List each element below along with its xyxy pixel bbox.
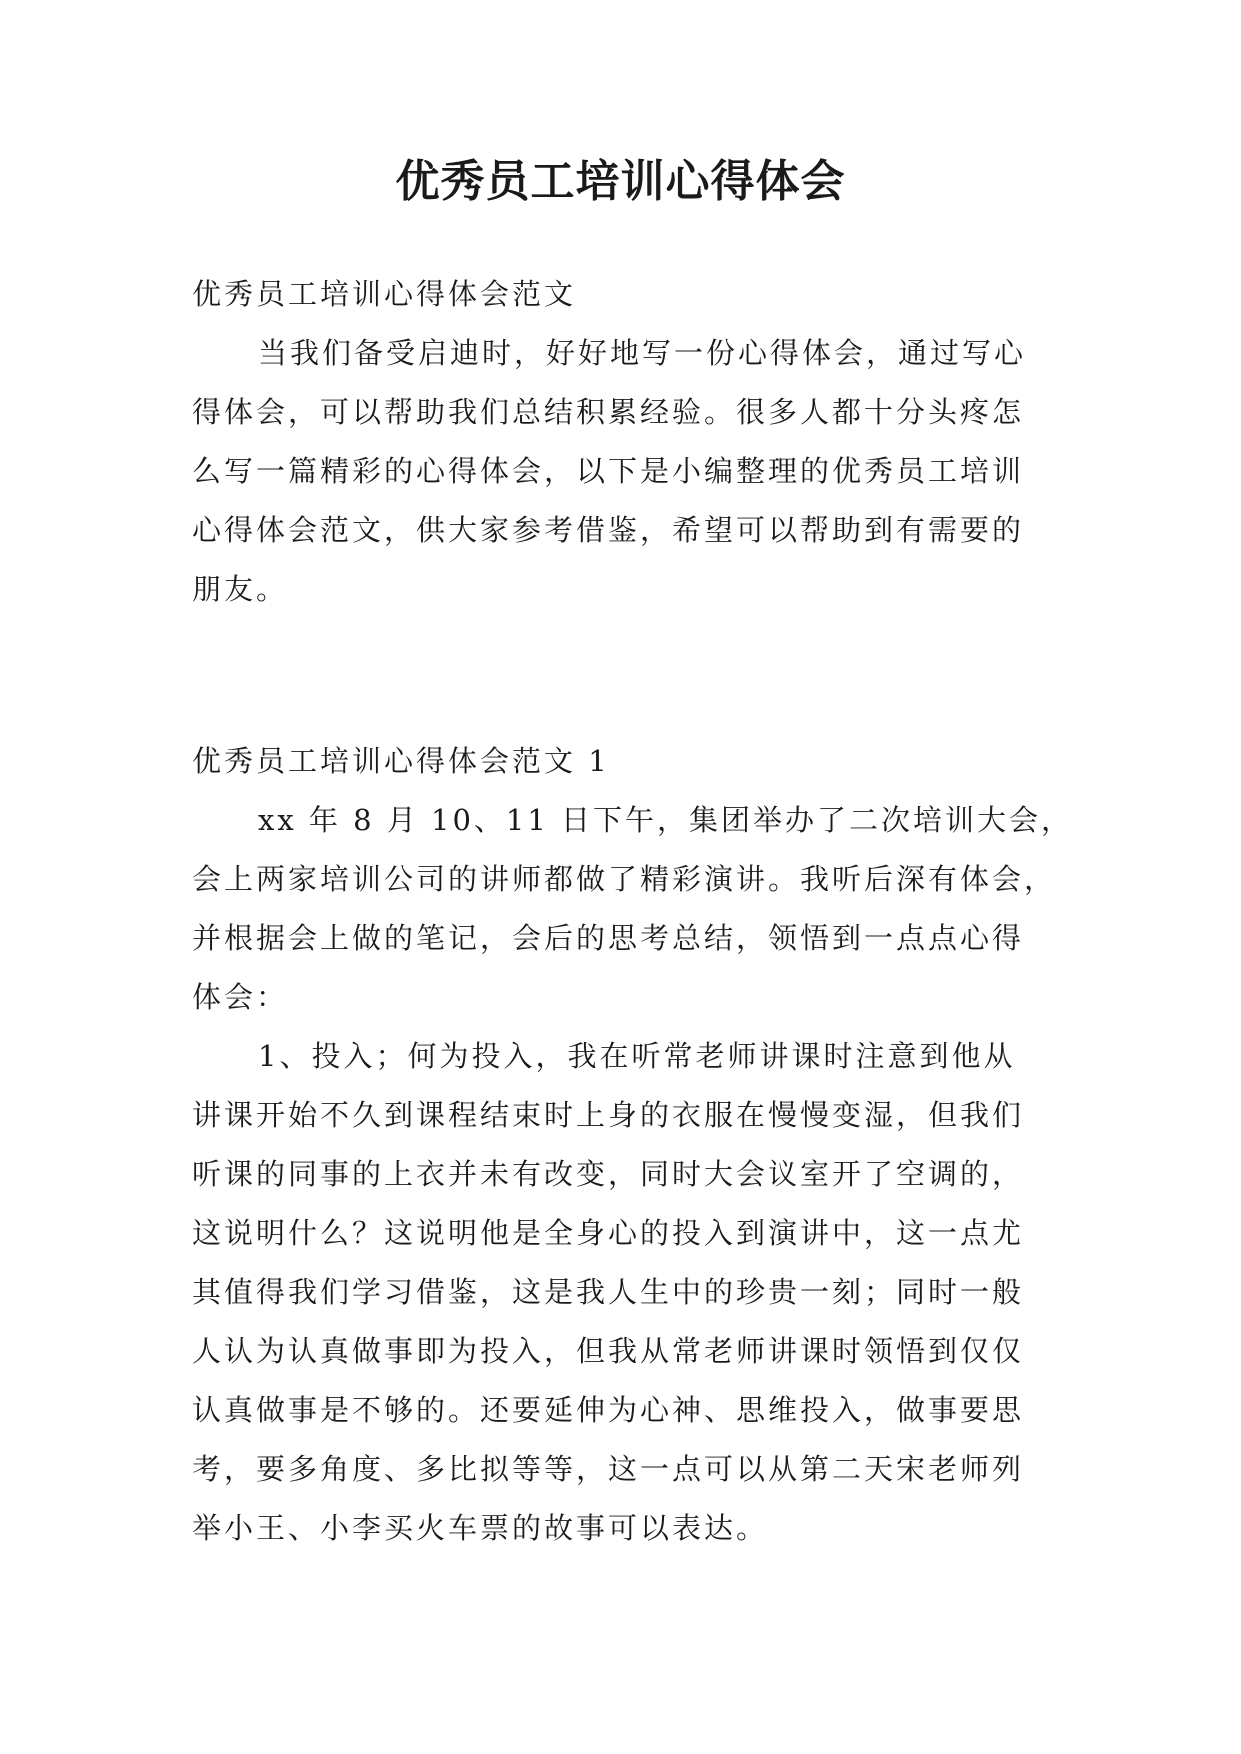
intro-heading: 优秀员工培训心得体会范文	[192, 277, 577, 311]
paragraph-line: 举小王、小李买火车票的故事可以表达。	[192, 1511, 769, 1545]
paragraph-line: 并根据会上做的笔记，会后的思考总结，领悟到一点点心得	[192, 921, 1025, 955]
paragraph-line: 朋友。	[192, 572, 289, 606]
intro-section	[192, 265, 1062, 619]
paragraph-line: 心得体会范文，供大家参考借鉴，希望可以帮助到有需要的	[192, 513, 1025, 547]
section-heading: 优秀员工培训心得体会范文 1	[192, 744, 610, 778]
paragraph-line: 其值得我们学习借鉴，这是我人生中的珍贵一刻；同时一般	[192, 1275, 1025, 1309]
paragraph-line: 得体会，可以帮助我们总结积累经验。很多人都十分头疼怎	[192, 395, 1025, 429]
paragraph-line: 讲课开始不久到课程结束时上身的衣服在慢慢变湿，但我们	[192, 1098, 1025, 1132]
document-title: 优秀员工培训心得体会	[395, 156, 846, 207]
section-1	[192, 732, 1074, 1558]
paragraph-line: 会上两家培训公司的讲师都做了精彩演讲。我听后深有体会，	[192, 862, 1057, 896]
paragraph-line: 认真做事是不够的。还要延伸为心神、思维投入，做事要思	[192, 1393, 1025, 1427]
paragraph-line: 考，要多角度、多比拟等等，这一点可以从第二天宋老师列	[192, 1452, 1025, 1486]
paragraph-line: 体会：	[192, 980, 289, 1014]
paragraph-line: 听课的同事的上衣并未有改变，同时大会议室开了空调的，	[192, 1157, 1025, 1191]
paragraph-line: 么写一篇精彩的心得体会，以下是小编整理的优秀员工培训	[192, 454, 1025, 488]
paragraph-line: xx 年 8 月 10、11 日下午，集团举办了二次培训大会，	[258, 803, 1074, 837]
paragraph-line: 人认为认真做事即为投入，但我从常老师讲课时领悟到仅仅	[192, 1334, 1025, 1368]
paragraph-line: 1、投入；何为投入，我在听常老师讲课时注意到他从	[258, 1039, 1016, 1073]
paragraph-line: 当我们备受启迪时，好好地写一份心得体会，通过写心	[258, 336, 1027, 370]
paragraph-line: 这说明什么？这说明他是全身心的投入到演讲中，这一点尤	[192, 1216, 1025, 1250]
